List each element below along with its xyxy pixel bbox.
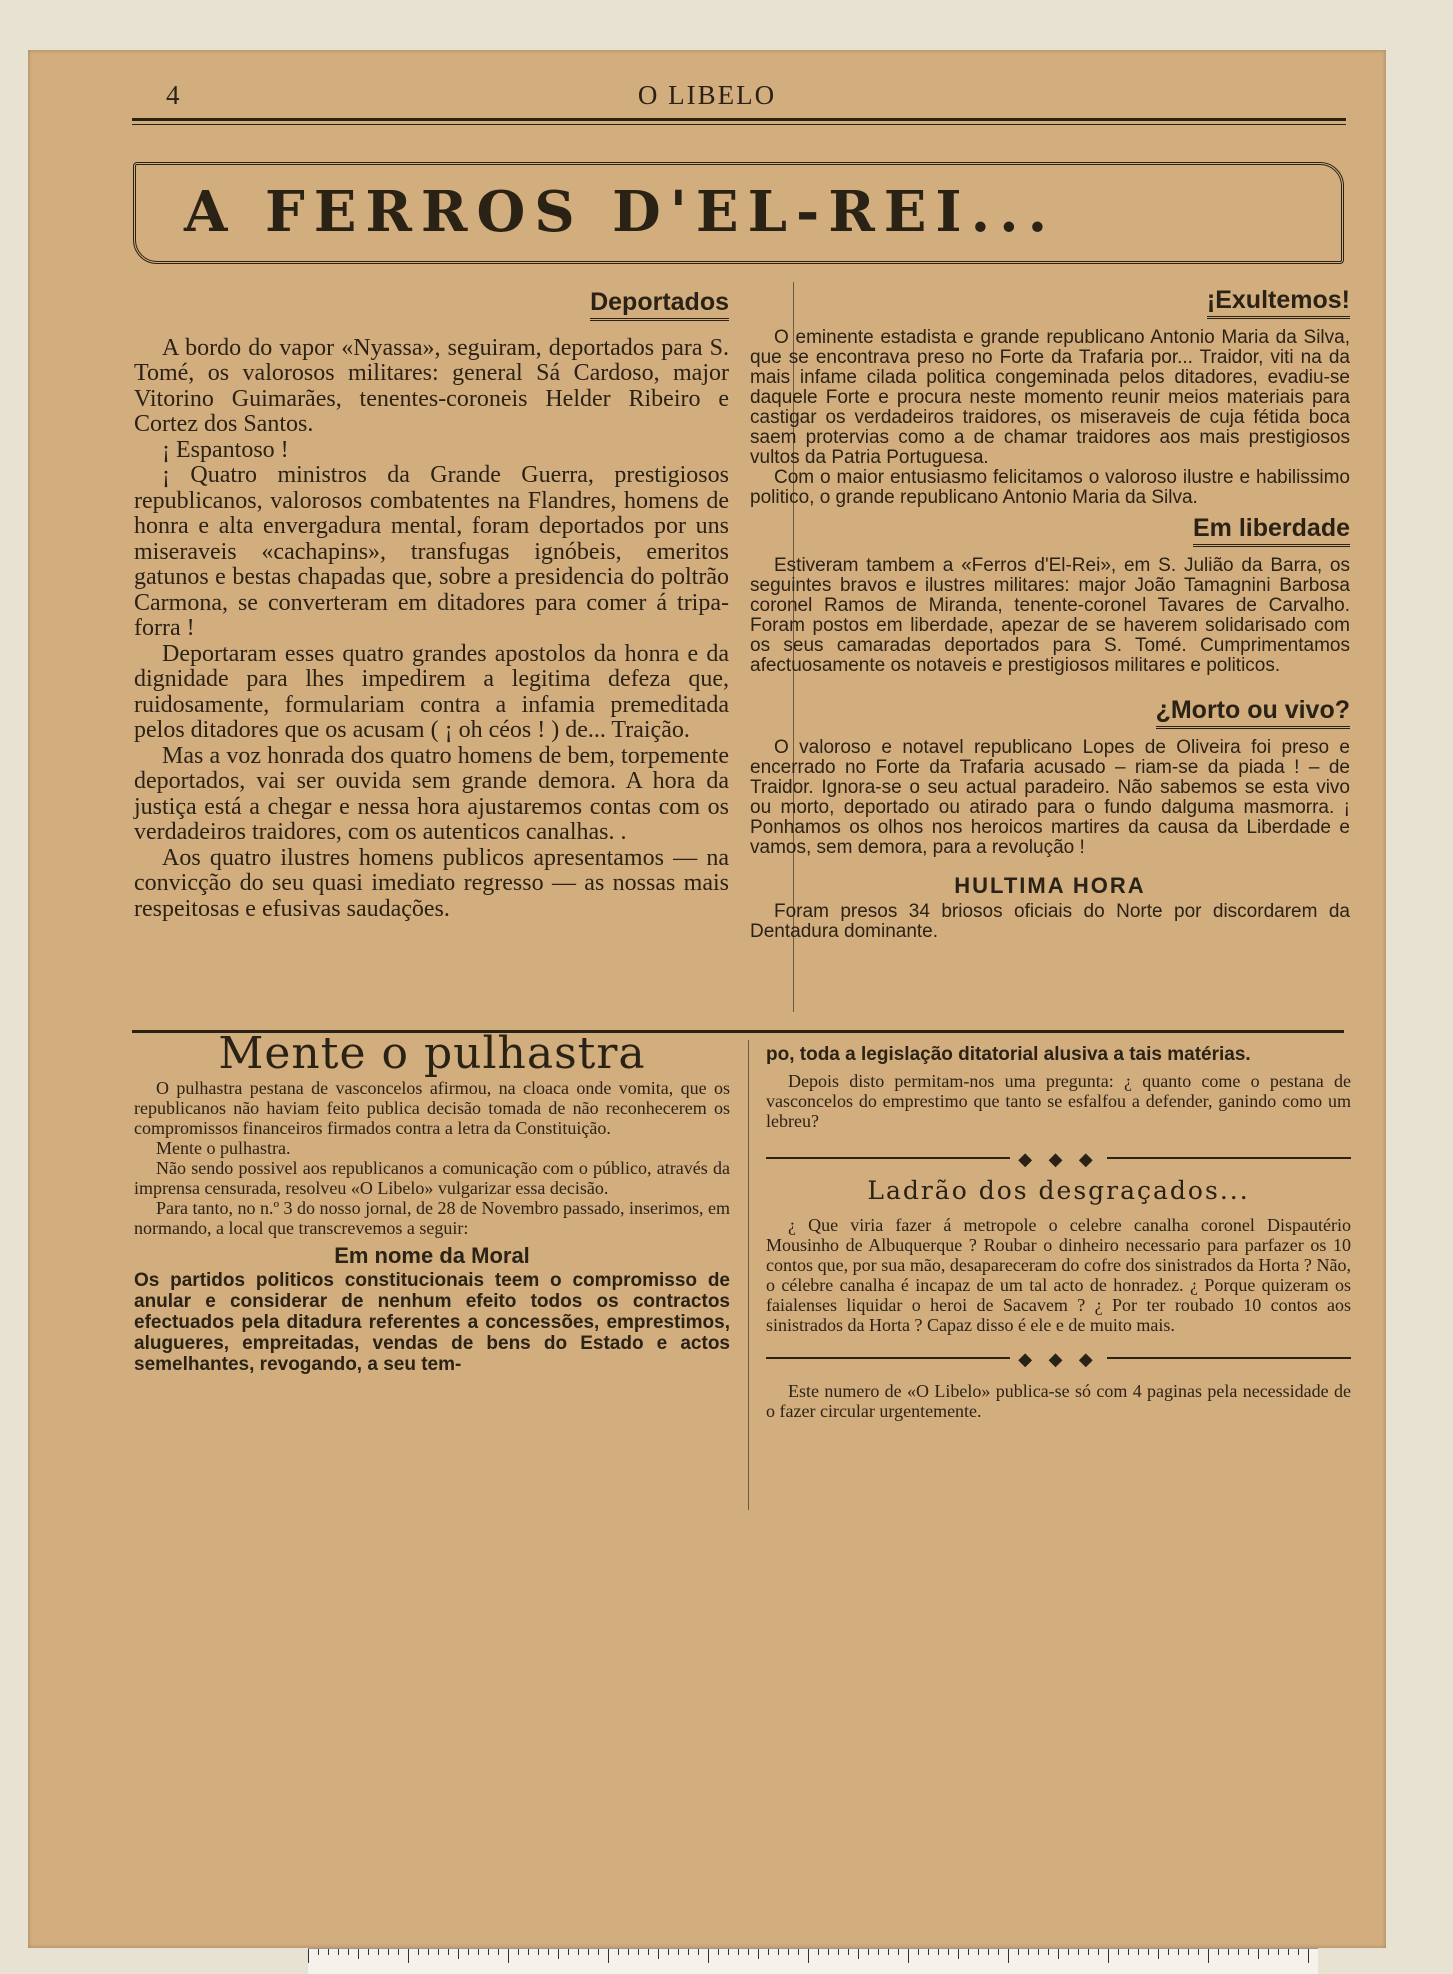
paragraph: Mas a voz honrada dos quatro homens de bem, torpemente deportados, vai ser ouvida sem grande demora. A hora da justiça está a chegar e nessa hora ajustaremos contas com os verdadeiros traidores, com os autenticos canalhas. . <box>134 742 729 845</box>
ruler-tick <box>1158 1949 1159 1959</box>
paragraph: Com o maior entusiasmo felicitamos o valoroso ilustre e habilissimo politico, o grande republicano Antonio Maria da Silva. <box>750 467 1350 508</box>
paragraph: Este numero de «O Libelo» publica-se só com 4 paginas pela necessidade de o fazer circular urgentemente. <box>766 1381 1351 1421</box>
paragraph: ¿ Que viria fazer á metropole o celebre canalha coronel Dispautério Mousinho de Albuquerque ? Roubar o dinheiro necessario para parfazer os 10 contos que, por sua mão, desapareceram do cofre dos sinistrados da Horta ? Não, o célebre canalha é incapaz de um tal acto de honradez. ¿ Porque quizeram os faialenses liquidar o heroi de Sacavem ? ¿ Por ter roubado 10 contos aos sinistrados da Horta ? Capaz disso é ele e de muito mais. <box>766 1215 1351 1335</box>
article-title: ¿Morto ou vivo? <box>750 700 1350 722</box>
ruler-tick <box>1218 1949 1219 1955</box>
ruler-tick <box>328 1949 329 1955</box>
ruler-tick <box>318 1949 319 1955</box>
ruler-tick <box>668 1949 669 1955</box>
paragraph: po, toda a legislação ditatorial alusiva a tais matérias. <box>766 1044 1251 1065</box>
paragraph: Depois disto permitam-nos uma pregunta: ¿ quanto come o pestana de vasconcelos do emprestimo que tanto se esfalfou a defender, ganindo como um lebreu? <box>766 1071 1351 1131</box>
ruler-tick <box>1308 1949 1309 1963</box>
ruler-tick <box>1078 1949 1079 1955</box>
ruler-tick <box>1038 1949 1039 1955</box>
ruler-tick <box>1278 1949 1279 1955</box>
ruler-tick <box>958 1949 959 1959</box>
ruler-tick <box>498 1949 499 1955</box>
ruler-tick <box>1198 1949 1199 1955</box>
paragraph: ¡ Espantoso ! <box>162 436 289 463</box>
ruler-tick <box>548 1949 549 1955</box>
article-title: Ladrão dos desgraçados... <box>867 1176 1250 1205</box>
ruler-tick <box>428 1949 429 1955</box>
ruler-tick <box>788 1949 789 1955</box>
ruler-tick <box>408 1949 409 1963</box>
ruler-tick <box>1068 1949 1069 1955</box>
ruler-tick <box>398 1949 399 1955</box>
ruler-tick <box>758 1949 759 1959</box>
ruler-tick <box>448 1949 449 1955</box>
ruler-tick <box>1048 1949 1049 1955</box>
ruler-tick <box>578 1949 579 1955</box>
ruler-tick <box>718 1949 719 1955</box>
ruler-tick <box>688 1949 689 1955</box>
header-rule-thin <box>132 124 1346 125</box>
ruler-tick <box>1118 1949 1119 1955</box>
article-title: ¡Exultemos! <box>750 290 1350 312</box>
ruler-tick <box>638 1949 639 1955</box>
ruler-tick <box>1298 1949 1299 1955</box>
ruler-tick <box>1128 1949 1129 1955</box>
ruler-tick <box>748 1949 749 1955</box>
header-rule <box>132 118 1346 121</box>
ruler-tick <box>658 1949 659 1959</box>
ruler-tick <box>728 1949 729 1955</box>
ruler-tick <box>808 1949 809 1963</box>
ruler-tick <box>738 1949 739 1955</box>
paragraph: Não sendo possivel aos republicanos a comunicação com o público, através da imprensa censurada, resolveu «O Libelo» vulgarizar essa decisão. <box>134 1158 730 1198</box>
ruler-tick <box>348 1949 349 1955</box>
ruler-tick <box>1288 1949 1289 1955</box>
ornament-divider: ◆ ◆ ◆ <box>766 1157 1351 1161</box>
ruler-tick <box>978 1949 979 1955</box>
paragraph: Os partidos politicos constitucionais teem o compromisso de anular e considerar de nenhum efeito todos os contractos efectuados pela ditadura referentes a concessões, emprestimos, alugueres, empreitadas, vendas de bens do Estado e actos semelhantes, revogando, a seu tem- <box>134 1270 730 1375</box>
lower-right-column <box>766 1044 1351 1421</box>
ruler-tick <box>608 1949 609 1963</box>
article-title: Deportados <box>134 290 729 318</box>
ruler-tick <box>968 1949 969 1955</box>
ornament-divider: ◆ ◆ ◆ <box>766 1357 1351 1361</box>
ruler-tick <box>338 1949 339 1955</box>
ruler-tick <box>528 1949 529 1955</box>
column-divider <box>748 1040 749 1510</box>
ruler-tick <box>368 1949 369 1955</box>
ruler-tick <box>1268 1949 1269 1955</box>
subsection-title: Em nome da Moral <box>334 1243 530 1268</box>
ruler-tick <box>648 1949 649 1955</box>
paragraph: Foram presos 34 briosos oficiais do Norte por discordarem da Dentadura dominante. <box>750 901 1350 942</box>
paragraph: ¡ Quatro ministros da Grande Guerra, prestigiosos republicanos, valorosos combatentes na Flandres, homens de honra e alta envergadura mental, foram deportados por uns miseraveis «cachapins», transfugas ignóbeis, emeritos gatunos e bestas chapadas que, sobre a presidencia do poltrão Carmona, se converteram em ditadores para comer á tripa-forra ! <box>134 462 729 641</box>
paragraph: Deportaram esses quatro grandes apostolos da honra e da dignidade para lhes impedirem a legitima defeza que, ruidosamente, formulariam contra a infamia premeditada pelos ditadores que os acusam ( ¡ oh céos ! ) de... Traição. <box>134 640 729 743</box>
ruler-tick <box>478 1949 479 1955</box>
ruler-tick <box>1208 1949 1209 1963</box>
ruler-tick <box>768 1949 769 1955</box>
ruler-tick <box>828 1949 829 1955</box>
ruler-tick <box>1058 1949 1059 1959</box>
ruler-tick <box>458 1949 459 1959</box>
paragraph: Estiveram tambem a «Ferros d'El-Rei», em S. Julião da Barra, os seguintes bravos e ilustres militares: major João Tamagnini Barbosa coronel Ramos de Miranda, tenente-coronel Tavares de Carvalho. Foram postos em liberdade, apezar de se haverem solidarisado com os seus camaradas deportados para S. Tomé. Cumprimentamos afectuosamente os notaveis e prestigiosos militares e politicos. <box>750 555 1350 676</box>
article-title: Mente o pulhastra <box>218 1028 646 1079</box>
ruler-tick <box>558 1949 559 1959</box>
ruler-tick <box>468 1949 469 1955</box>
ruler-tick <box>568 1949 569 1955</box>
ruler-tick <box>988 1949 989 1955</box>
ruler-tick <box>388 1949 389 1955</box>
article-title: HULTIMA HORA <box>954 873 1146 898</box>
ruler-tick <box>878 1949 879 1955</box>
paragraph: Para tanto, no n.º 3 do nosso jornal, de 28 de Novembro passado, inserimos, em normando, a local que transcrevemos a seguir: <box>134 1198 730 1238</box>
paragraph: O eminente estadista e grande republicano Antonio Maria da Silva, que se encontrava preso no Forte da Trafaria por... Traidor, viti na da mais infame cilada politica congeminada pelos ditadores, evadiu-se daquele Forte e procura neste momento reunir meios materiais para castigar os verdadeiros traidores, os miseraveis de cuja fétida boca saem protervias como a de chamar traidores aos mais prestigiosos vultos da Patria Portuguesa. <box>750 327 1350 468</box>
ruler-tick <box>938 1949 939 1955</box>
article-deportados <box>134 290 729 922</box>
ruler-tick <box>708 1949 709 1963</box>
masthead: O LIBELO <box>637 80 777 110</box>
article-title: Em liberdade <box>750 518 1350 540</box>
ruler-tick <box>908 1949 909 1963</box>
paragraph: O valoroso e notavel republicano Lopes de Oliveira foi preso e encerrado no Forte da Trafaria acusado – riam-se da piada ! – de Traidor. Ignora-se o seu actual paradeiro. Não sabemos se esta vivo ou morto, deportado ou atirado para o fundo dalguma masmorra. ¡ Ponhamos os olhos nos heroicos martires da causa da Liberdade e vamos, sem demora, para a revolução ! <box>750 737 1350 858</box>
ruler-tick <box>598 1949 599 1955</box>
ruler-tick <box>1188 1949 1189 1955</box>
paragraph: O pulhastra pestana de vasconcelos afirmou, na cloaca onde vomita, que os republicanos não haviam feito publica decisão tomada de não reconhecerem os compromissos financeiros firmados contra a letra da Constituição. <box>134 1078 730 1138</box>
ruler-tick <box>678 1949 679 1955</box>
ruler-tick <box>998 1949 999 1955</box>
paragraph: Aos quatro ilustres homens publicos apresentamos — na convicção do seu quasi imediato regresso — as nossas mais respeitosas e efusivas saudações. <box>134 844 729 922</box>
ruler-tick <box>928 1949 929 1955</box>
ruler-tick <box>838 1949 839 1955</box>
ruler-tick <box>378 1949 379 1955</box>
ruler-tick <box>1178 1949 1179 1955</box>
ruler-tick <box>1168 1949 1169 1955</box>
ruler-tick <box>848 1949 849 1955</box>
ruler-tick <box>518 1949 519 1955</box>
ruler-tick <box>438 1949 439 1955</box>
ruler-tick <box>798 1949 799 1955</box>
ruler-tick <box>308 1949 309 1963</box>
ruler-tick <box>488 1949 489 1955</box>
ruler-tick <box>898 1949 899 1955</box>
ruler-tick <box>778 1949 779 1955</box>
ruler-tick <box>1098 1949 1099 1955</box>
ruler-tick <box>1088 1949 1089 1955</box>
ruler-tick <box>948 1949 949 1955</box>
ruler-tick <box>418 1949 419 1955</box>
ruler-tick <box>538 1949 539 1955</box>
ruler-tick <box>1028 1949 1029 1955</box>
ruler-tick <box>1018 1949 1019 1955</box>
ruler-tick <box>1238 1949 1239 1955</box>
ruler-tick <box>918 1949 919 1955</box>
ruler-tick <box>1138 1949 1139 1955</box>
ruler-tick <box>868 1949 869 1955</box>
ruler-tick <box>1258 1949 1259 1959</box>
article-mente <box>134 1028 730 1375</box>
ruler-tick <box>508 1949 509 1963</box>
ruler-tick <box>1148 1949 1149 1955</box>
ruler-tick <box>1248 1949 1249 1955</box>
ruler-tick <box>888 1949 889 1955</box>
paragraph: Mente o pulhastra. <box>156 1138 291 1158</box>
headline-banner <box>133 162 1344 264</box>
right-column <box>750 286 1350 942</box>
ruler-tick <box>698 1949 699 1955</box>
ruler-tick <box>818 1949 819 1955</box>
ruler-tick <box>588 1949 589 1955</box>
ruler-tick <box>858 1949 859 1959</box>
ruler-tick <box>618 1949 619 1955</box>
ruler-tick <box>1008 1949 1009 1963</box>
ruler-tick <box>628 1949 629 1955</box>
ruler-tick <box>358 1949 359 1959</box>
paragraph: A bordo do vapor «Nyassa», seguiram, deportados para S. Tomé, os valorosos militares: general Sá Cardoso, major Vitorino Guimarães, tenentes-coroneis Helder Ribeiro e Cortez dos Santos. <box>134 334 729 437</box>
ruler-tick <box>1228 1949 1229 1955</box>
page-number: 4 <box>166 80 180 110</box>
scale-ruler <box>308 1948 1318 1974</box>
newspaper-page <box>28 50 1386 1948</box>
headline-title: A FERROS D'EL-REI... <box>184 179 1057 245</box>
ruler-tick <box>1108 1949 1109 1963</box>
